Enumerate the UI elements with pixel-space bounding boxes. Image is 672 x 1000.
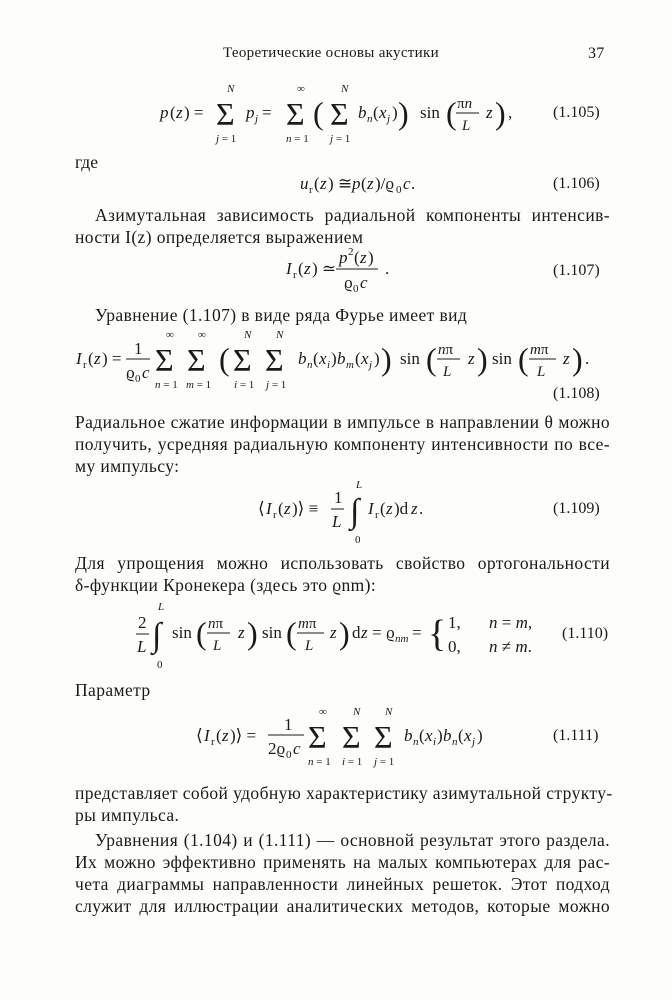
- svg-text:n = 1: n = 1: [286, 133, 309, 145]
- svg-text:Σ: Σ: [265, 342, 284, 378]
- eq-number-1-106: (1.106): [553, 175, 600, 192]
- svg-text:⟨: ⟨: [258, 499, 265, 518]
- svg-text:b: b: [298, 349, 307, 368]
- equation-1-106: [300, 174, 415, 196]
- svg-text:j = 1: j = 1: [266, 379, 287, 391]
- svg-text:L: L: [462, 118, 471, 134]
- svg-text:I: I: [286, 259, 292, 278]
- svg-text:Σ: Σ: [308, 719, 327, 755]
- svg-text:(: (: [355, 349, 361, 368]
- svg-text:=: =: [372, 623, 382, 642]
- svg-text:n: n: [367, 113, 373, 125]
- svg-text:): ): [437, 726, 443, 745]
- svg-text:r: r: [211, 736, 215, 748]
- para-1-line-2: ности I(z) определяется выражением: [75, 227, 364, 247]
- eq-number-1-108: (1.108): [553, 385, 600, 402]
- para-5-line-1: представляет собой удобную характеристику азимутальной структу-: [75, 783, 613, 803]
- svg-text:(: (: [354, 248, 360, 267]
- svg-text:) =: ) =: [102, 349, 122, 368]
- svg-text:): ): [572, 341, 583, 377]
- svg-text:πn: πn: [457, 96, 473, 112]
- svg-text:c: c: [142, 363, 150, 382]
- svg-text:)⟩ ≡: )⟩ ≡: [292, 499, 319, 518]
- svg-text:(: (: [219, 341, 230, 377]
- svg-text:Σ: Σ: [233, 342, 252, 378]
- svg-text:(: (: [278, 499, 284, 518]
- equation-1-107: [285, 246, 389, 295]
- svg-text:): ): [392, 103, 398, 122]
- svg-text:(: (: [216, 726, 222, 745]
- svg-text:n = m,: n = m,: [489, 613, 533, 632]
- svg-text:j: j: [369, 359, 373, 371]
- svg-text:.: .: [585, 349, 590, 368]
- svg-text:n: n: [307, 359, 313, 371]
- svg-text:z: z: [563, 349, 570, 368]
- svg-text:b: b: [443, 726, 452, 745]
- svg-text:r: r: [309, 184, 313, 196]
- svg-text:(: (: [380, 499, 386, 518]
- svg-text:mπ: mπ: [298, 616, 317, 632]
- para-6-line-2: Их можно эффективно применять на малых компьютерах для рас-: [75, 852, 610, 872]
- svg-text:sin: sin: [420, 103, 440, 122]
- svg-text:ϱ: ϱ: [386, 623, 395, 642]
- eq-number-1-110: (1.110): [562, 625, 609, 642]
- svg-text:b: b: [404, 726, 413, 745]
- svg-text:c: c: [403, 174, 411, 193]
- svg-text:sin: sin: [492, 349, 512, 368]
- svg-text:(: (: [426, 341, 437, 377]
- svg-text:0: 0: [135, 373, 141, 385]
- svg-text:L: L: [158, 601, 165, 613]
- svg-text:⟨: ⟨: [196, 726, 203, 745]
- svg-text:j = 1: j = 1: [330, 133, 351, 145]
- svg-text:=: =: [412, 623, 422, 642]
- svg-text:i = 1: i = 1: [234, 379, 255, 391]
- svg-text:c: c: [293, 739, 301, 758]
- svg-text:1: 1: [334, 488, 343, 507]
- svg-text:Σ: Σ: [187, 342, 206, 378]
- svg-text:∫: ∫: [350, 493, 360, 530]
- svg-text:1,: 1,: [448, 613, 461, 632]
- svg-text:z: z: [411, 499, 418, 518]
- svg-text:L: L: [137, 637, 147, 656]
- svg-text:N: N: [276, 329, 284, 341]
- svg-text:b: b: [337, 349, 346, 368]
- svg-text:): ): [495, 95, 506, 131]
- svg-text:{: {: [428, 613, 447, 655]
- svg-text:z: z: [222, 726, 229, 745]
- svg-text:L: L: [213, 638, 222, 654]
- para-4-line-1: Для упрощения можно использовать свойство ортогональности: [75, 553, 610, 573]
- text-gde: где: [75, 152, 98, 172]
- svg-text:i: i: [327, 359, 331, 371]
- svg-text:z: z: [361, 623, 368, 642]
- svg-text:L: L: [356, 479, 363, 491]
- svg-text:n = 1: n = 1: [308, 756, 331, 768]
- para-5-line-2: ры импульса.: [75, 805, 180, 825]
- svg-text:r: r: [273, 509, 277, 521]
- text-parametr: Параметр: [75, 680, 151, 700]
- svg-text:z: z: [360, 248, 367, 267]
- svg-text:n = 1: n = 1: [155, 379, 178, 391]
- equation-1-105: [159, 83, 512, 145]
- svg-text:1: 1: [284, 715, 293, 734]
- svg-text:z: z: [468, 349, 475, 368]
- para-3-line-2: получить, усредняя радиальную компоненту интенсивности по все-: [75, 434, 610, 454]
- svg-text:Σ: Σ: [216, 96, 235, 132]
- svg-text:b: b: [358, 103, 367, 122]
- svg-text:(: (: [313, 95, 324, 131]
- svg-text:L: L: [305, 638, 314, 654]
- svg-text:x: x: [319, 349, 327, 368]
- svg-text:2ϱ: 2ϱ: [268, 739, 286, 758]
- para-6-line-1: Уравнения (1.104) и (1.111) — основной результат этого раздела.: [95, 830, 610, 850]
- svg-text:mπ: mπ: [530, 342, 549, 358]
- svg-text:0: 0: [396, 184, 402, 196]
- svg-text:): ): [398, 95, 409, 131]
- svg-text:nπ: nπ: [438, 342, 454, 358]
- svg-text:i: i: [433, 736, 437, 748]
- svg-text:z: z: [486, 103, 493, 122]
- svg-text:) ≃: ) ≃: [312, 259, 337, 278]
- svg-text:1: 1: [134, 339, 143, 358]
- svg-text:N: N: [341, 83, 349, 95]
- svg-text:ϱ: ϱ: [344, 273, 353, 292]
- svg-text:): ): [339, 615, 350, 651]
- svg-text:z: z: [330, 623, 337, 642]
- svg-text:): ): [331, 349, 337, 368]
- svg-text:i = 1: i = 1: [342, 756, 363, 768]
- svg-text:I: I: [266, 499, 272, 518]
- svg-text:x: x: [361, 349, 369, 368]
- svg-text:z: z: [284, 499, 291, 518]
- svg-text:Σ: Σ: [155, 342, 174, 378]
- svg-text:(: (: [419, 726, 425, 745]
- svg-text:n: n: [413, 736, 419, 748]
- svg-text:(: (: [314, 174, 320, 193]
- svg-text:r: r: [83, 359, 87, 371]
- svg-text:(: (: [446, 95, 457, 131]
- svg-text:nm: nm: [395, 633, 409, 645]
- svg-text:): ): [477, 341, 488, 377]
- para-3-line-1: Радиальное сжатие информации в импульсе в направлении θ можно: [75, 412, 610, 432]
- svg-text:.: .: [411, 174, 416, 193]
- svg-text:N: N: [385, 706, 393, 718]
- svg-text:ϱ: ϱ: [126, 363, 135, 382]
- svg-text:Σ: Σ: [286, 96, 305, 132]
- eq-number-1-109: (1.109): [553, 500, 600, 517]
- eq-number-1-105: (1.105): [553, 104, 600, 121]
- svg-text:(: (: [286, 615, 297, 651]
- para-2-line-1: Уравнение (1.107) в виде ряда Фурье имеет вид: [95, 305, 468, 325]
- svg-text:z: z: [367, 174, 374, 193]
- svg-text:j = 1: j = 1: [374, 756, 395, 768]
- svg-text:.: .: [385, 259, 390, 278]
- para-1-line-1: Азимутальная зависимость радиальной компоненты интенсив-: [95, 205, 610, 225]
- equation-1-110: [136, 601, 532, 671]
- running-header: Теоретические основы акустики: [223, 45, 439, 61]
- svg-text:p: p: [352, 174, 361, 193]
- svg-text:(: (: [196, 615, 207, 651]
- svg-text:(: (: [170, 103, 176, 122]
- svg-text:0: 0: [286, 749, 292, 761]
- svg-text:I: I: [76, 349, 82, 368]
- svg-text:n ≠ m.: n ≠ m.: [489, 637, 532, 656]
- svg-text:Σ: Σ: [374, 719, 393, 755]
- page-number: 37: [588, 45, 605, 62]
- svg-text:) ≅: ) ≅: [328, 174, 353, 193]
- svg-text:0: 0: [157, 659, 163, 671]
- svg-text:2: 2: [348, 246, 354, 258]
- equation-1-108: [75, 329, 589, 391]
- svg-text:j = 1: j = 1: [216, 133, 237, 145]
- svg-text:): ): [477, 726, 483, 745]
- svg-text:z: z: [176, 103, 183, 122]
- svg-text:u: u: [300, 174, 309, 193]
- svg-text:N: N: [353, 706, 361, 718]
- equation-1-111: [196, 706, 483, 768]
- svg-text:I: I: [204, 726, 210, 745]
- svg-text:(: (: [88, 349, 94, 368]
- svg-text:j: j: [387, 113, 391, 125]
- svg-text:m = 1: m = 1: [186, 379, 212, 391]
- svg-text:)/ϱ: )/ϱ: [375, 174, 395, 193]
- svg-text:∞: ∞: [297, 83, 305, 95]
- svg-text:)⟩ =: )⟩ =: [230, 726, 257, 745]
- svg-text:N: N: [227, 83, 235, 95]
- para-6-line-4: служит для иллюстрации аналитических методов, которые можно: [75, 896, 610, 916]
- svg-text:,: ,: [508, 103, 513, 122]
- svg-text:x: x: [464, 726, 472, 745]
- svg-text:(: (: [313, 349, 319, 368]
- svg-text:N: N: [244, 329, 252, 341]
- svg-text:sin: sin: [400, 349, 420, 368]
- svg-text:z: z: [94, 349, 101, 368]
- svg-text:∫: ∫: [152, 617, 162, 654]
- svg-text:): ): [368, 248, 374, 267]
- svg-text:p: p: [160, 103, 169, 122]
- svg-text:Σ: Σ: [330, 96, 349, 132]
- svg-text:.: .: [419, 499, 424, 518]
- svg-text:nπ: nπ: [208, 616, 224, 632]
- svg-text:) =: ) =: [184, 103, 204, 122]
- svg-text:j: j: [255, 113, 259, 125]
- svg-text:sin: sin: [262, 623, 282, 642]
- svg-text:z: z: [386, 499, 393, 518]
- eq-number-1-111: (1.111): [553, 727, 599, 744]
- para-4-line-2: δ-функции Кронекера (здесь это ϱnm):: [75, 575, 377, 595]
- svg-text:j: j: [472, 736, 476, 748]
- svg-text:L: L: [443, 364, 452, 380]
- svg-text:L: L: [537, 364, 546, 380]
- svg-text:d: d: [352, 623, 361, 642]
- svg-text:x: x: [425, 726, 433, 745]
- svg-text:c: c: [360, 273, 368, 292]
- eq-number-1-107: (1.107): [553, 262, 600, 279]
- svg-text:(: (: [518, 341, 529, 377]
- svg-text:L: L: [332, 512, 342, 531]
- svg-text:z: z: [238, 623, 245, 642]
- svg-text:(: (: [458, 726, 464, 745]
- svg-text:0: 0: [353, 283, 359, 295]
- para-6-line-3: чета диаграммы направленности линейных решеток. Этот подход: [75, 874, 610, 894]
- svg-text:r: r: [293, 269, 297, 281]
- svg-text:z: z: [304, 259, 311, 278]
- svg-text:): ): [381, 341, 392, 377]
- svg-text:(: (: [361, 174, 367, 193]
- svg-text:): ): [374, 349, 380, 368]
- svg-text:n: n: [452, 736, 458, 748]
- svg-text:∞: ∞: [319, 706, 327, 718]
- svg-text:z: z: [320, 174, 327, 193]
- svg-text:∞: ∞: [198, 329, 206, 341]
- svg-text:): ): [247, 615, 258, 651]
- svg-text:0,: 0,: [448, 637, 461, 656]
- svg-text:0: 0: [355, 534, 361, 546]
- svg-text:r: r: [375, 509, 379, 521]
- svg-text:p: p: [339, 248, 348, 267]
- svg-text:Σ: Σ: [342, 719, 361, 755]
- svg-text:2: 2: [138, 613, 147, 632]
- svg-text:x: x: [379, 103, 387, 122]
- svg-text:sin: sin: [172, 623, 192, 642]
- svg-text:(: (: [373, 103, 379, 122]
- svg-text:∞: ∞: [166, 329, 174, 341]
- svg-text:I: I: [368, 499, 374, 518]
- svg-text:(: (: [298, 259, 304, 278]
- svg-text:p: p: [246, 103, 255, 122]
- svg-text:)d: )d: [394, 499, 409, 518]
- equation-1-109: [258, 479, 423, 546]
- svg-text:m: m: [346, 359, 354, 371]
- svg-text:=: =: [262, 103, 272, 122]
- para-3-line-3: му импульсу:: [75, 456, 180, 476]
